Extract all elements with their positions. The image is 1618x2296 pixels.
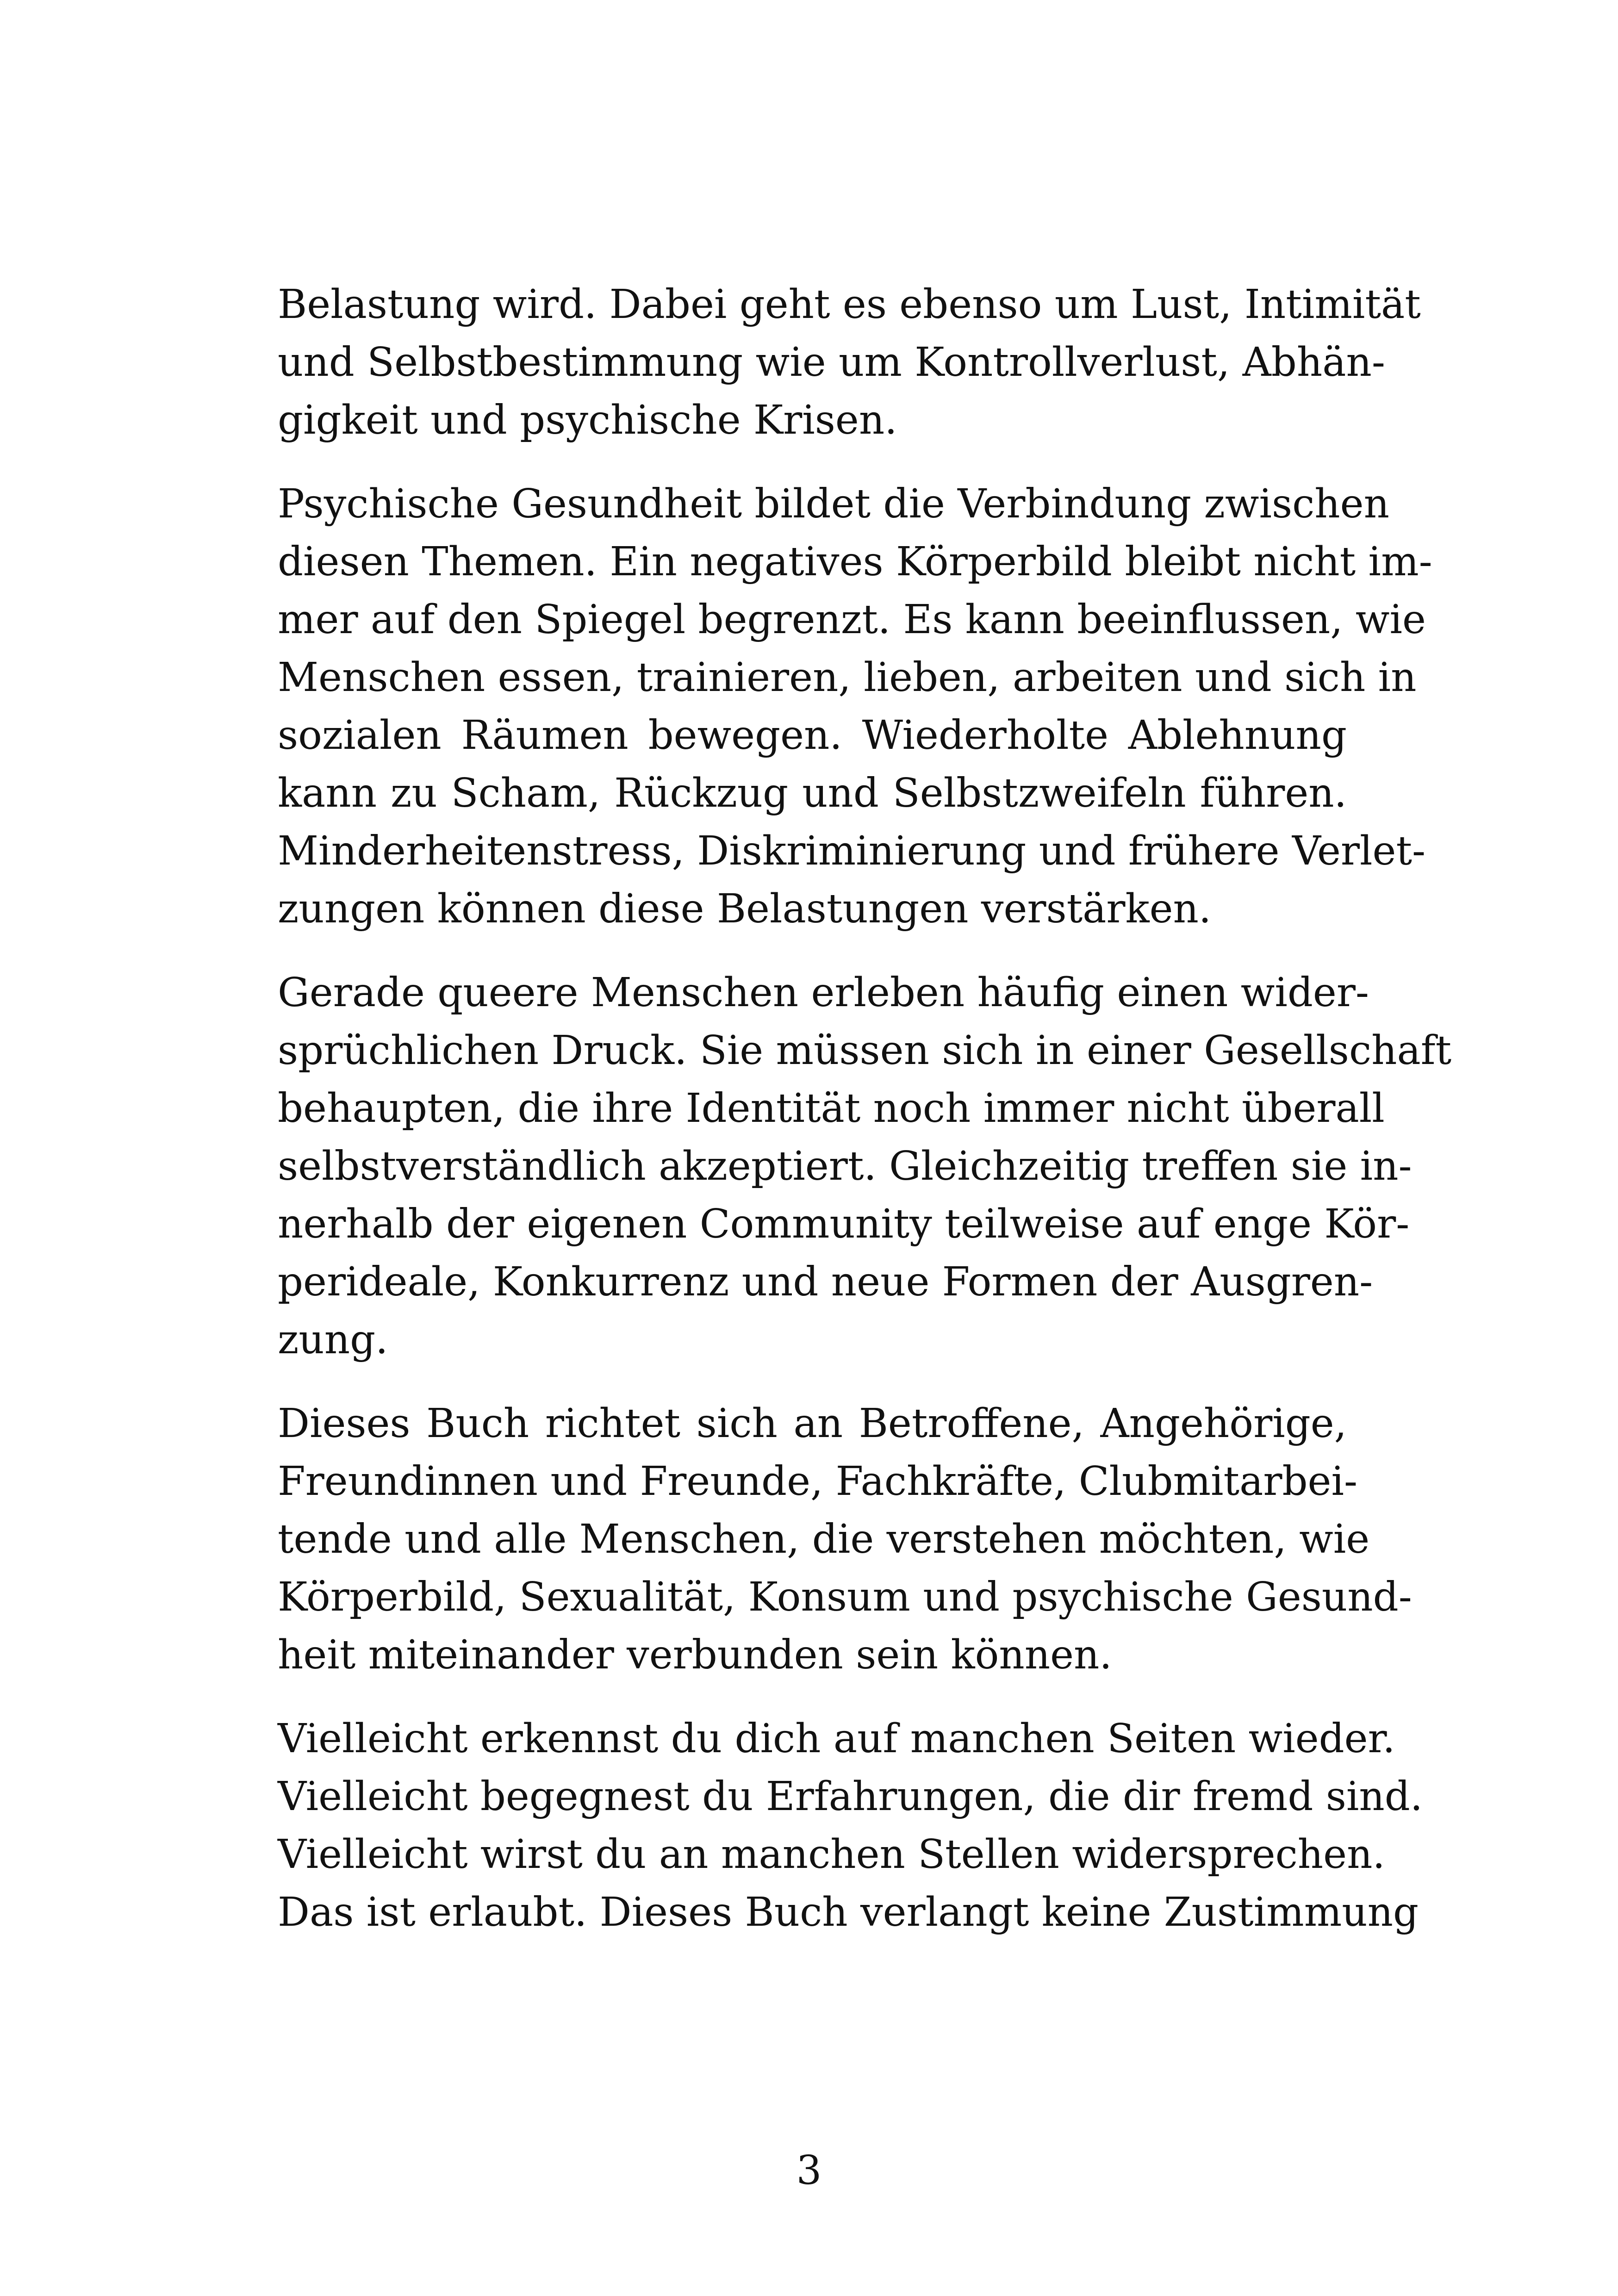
text-line: sprüchlichen Druck. Sie müssen sich in einer Gesellschaft	[278, 1027, 1452, 1074]
text-line: Dieses Buch richtet sich an Betroffene, Angehörige,	[278, 1400, 1347, 1447]
text-line: nerhalb der eigenen Community teilweise auf enge Kör-	[278, 1201, 1410, 1247]
text-line: behaupten, die ihre Identität noch immer nicht überall	[278, 1085, 1385, 1132]
text-line: Menschen essen, trainieren, lieben, arbeiten und sich in	[278, 654, 1417, 701]
paragraph-5	[278, 1710, 1423, 1941]
text-line: kann zu Scham, Rückzug und Selbstzweifeln führen.	[278, 770, 1347, 816]
text-line: zung.	[278, 1317, 388, 1363]
paragraph-2	[278, 475, 1432, 938]
text-line: sozialen Räumen bewegen. Wiederholte Ablehnung	[278, 712, 1347, 759]
text-line: Vielleicht wirst du an manchen Stellen widersprechen.	[278, 1831, 1385, 1878]
text-line: zungen können diese Belastungen verstärken.	[278, 886, 1212, 932]
text-line: Vielleicht erkennst du dich auf manchen Seiten wieder.	[278, 1716, 1395, 1762]
text-line: Belastung wird. Dabei geht es ebenso um Lust, Intimität	[278, 281, 1421, 328]
text-line: gigkeit und psychische Krisen.	[278, 397, 897, 443]
text-line: selbstverständlich akzeptiert. Gleichzeitig treffen sie in-	[278, 1143, 1412, 1189]
text-line: perideale, Konkurrenz und neue Formen der Ausgren-	[278, 1259, 1373, 1305]
text-line: Gerade queere Menschen erleben häufig einen wider-	[278, 970, 1369, 1016]
text-line: Vielleicht begegnest du Erfahrungen, die dir fremd sind.	[278, 1773, 1423, 1820]
body-text	[278, 276, 1452, 1967]
paragraph-4	[278, 1395, 1412, 1684]
text-line: und Selbstbestimmung wie um Kontrollverlust, Abhän-	[278, 339, 1385, 386]
paragraph-1	[278, 276, 1421, 449]
text-line: mer auf den Spiegel begrenzt. Es kann beeinflussen, wie	[278, 597, 1426, 643]
text-line: Psychische Gesundheit bildet die Verbindung zwischen	[278, 481, 1389, 527]
text-line: heit miteinander verbunden sein können.	[278, 1632, 1112, 1678]
page-number: 3	[796, 2147, 822, 2194]
text-line: diesen Themen. Ein negatives Körperbild bleibt nicht im-	[278, 539, 1432, 585]
text-line: Freundinnen und Freunde, Fachkräfte, Clubmitarbei-	[278, 1458, 1358, 1505]
text-line: Das ist erlaubt. Dieses Buch verlangt keine Zustimmung	[278, 1889, 1419, 1935]
text-line: tende und alle Menschen, die verstehen möchten, wie	[278, 1516, 1370, 1562]
paragraph-3	[278, 964, 1452, 1369]
text-line: Minderheitenstress, Diskriminierung und frühere Verlet-	[278, 828, 1426, 874]
text-line: Körperbild, Sexualität, Konsum und psychische Gesund-	[278, 1574, 1412, 1620]
